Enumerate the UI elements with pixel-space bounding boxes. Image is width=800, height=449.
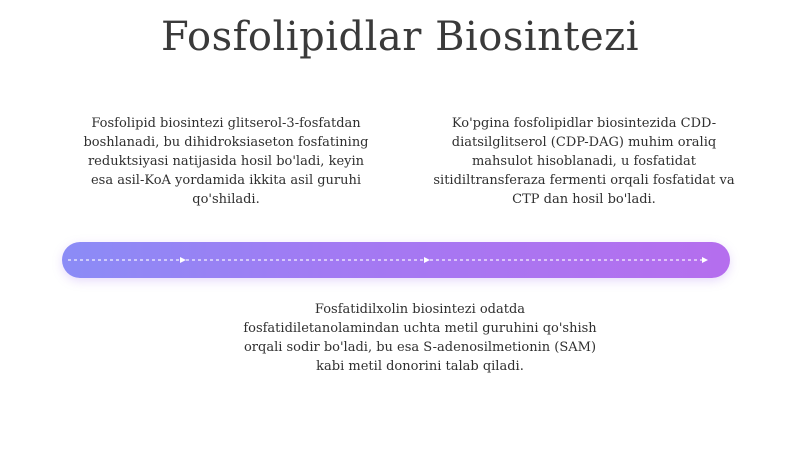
arrow-right-icon: [180, 257, 186, 263]
arrow-right-icon: [424, 257, 430, 263]
page-title: Fosfolipidlar Biosintezi: [160, 14, 640, 60]
arrow-right-icon: [702, 257, 708, 263]
text-block-left: Fosfolipid biosintezi glitserol-3-fosfatdan boshlanadi, bu dihidroksiaseton fosfatining reduktsiyasi natijasida hosil bo'ladi, keyin esa asil-KoA yordamida ikkita asil guruhi qo'shiladi.: [83, 116, 369, 207]
text-block-right: Ko'pgina fosfolipidlar biosintezida CDD-diatsilglitserol (CDP-DAG) muhim oraliq mahsulot hisoblanadi, u fosfatidat sitidiltransferaza fermenti orqali fosfatidat va CTP dan hosil bo'ladi.: [433, 116, 735, 207]
text-block-bottom: Fosfatidilxolin biosintezi odatda fosfatidiletanolamindan uchta metil guruhini qo'shish orqali sodir bo'ladi, bu esa S-adenosilmetionin (SAM) kabi metil donorini talab qiladi.: [243, 302, 597, 374]
timeline-arrows: [62, 242, 730, 278]
timeline-bar: [62, 242, 730, 278]
